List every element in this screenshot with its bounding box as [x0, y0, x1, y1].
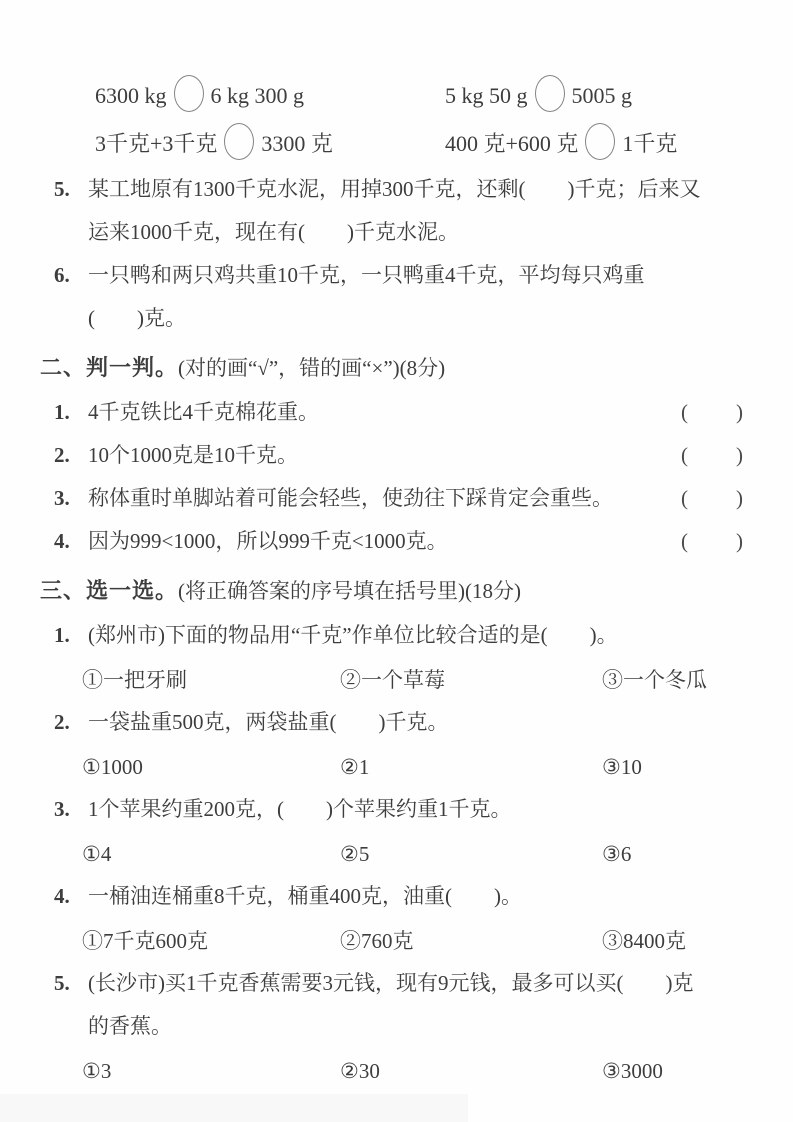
comparison-item	[445, 120, 677, 168]
option: ③10	[602, 755, 642, 779]
option: ③一个冬瓜	[602, 668, 707, 692]
option: ②一个草莓	[340, 668, 445, 692]
question-number: 5.	[54, 177, 70, 201]
comparison-item	[95, 120, 445, 168]
comparison-item	[95, 72, 445, 120]
comparison-left-value: 400 克+600 克	[445, 131, 579, 156]
option: ①1000	[82, 755, 143, 779]
choice-options-5	[0, 1051, 793, 1092]
question-text: 一袋盐重500克，两袋盐重( )千克。	[88, 710, 449, 734]
question-text: 因为999<1000，所以999千克<1000克。	[88, 529, 448, 553]
comparison-right-value: 6 kg 300 g	[210, 83, 304, 108]
section-judge-header	[0, 345, 793, 391]
comparison-left-value: 6300 kg	[95, 83, 167, 108]
comparison-row	[0, 72, 793, 120]
option: ③8400克	[602, 929, 686, 953]
question-number: 2.	[54, 443, 70, 467]
comparison-circle	[585, 123, 615, 160]
option: ①7千克600克	[82, 929, 208, 953]
option: ①3	[82, 1059, 112, 1083]
choice-options-3	[0, 834, 793, 875]
question-number: 3.	[54, 486, 70, 510]
question-text: 一只鸭和两只鸡共重10千克，一只鸭重4千克，平均每只鸡重	[88, 263, 645, 287]
question-number: 6.	[54, 263, 70, 287]
question-text: 1个苹果约重200克，( )个苹果约重1千克。	[88, 797, 512, 821]
comparison-right-value: 5005 g	[571, 83, 632, 108]
section-title: 三、选一选。	[40, 578, 179, 603]
question-text: (长沙市)买1千克香蕉需要3元钱，现有9元钱，最多可以买( )克	[88, 971, 694, 995]
comparison-right-value: 1千克	[622, 131, 678, 156]
answer-bracket: ( )	[681, 529, 745, 553]
comparison-circle	[535, 75, 565, 112]
choice-item-2	[0, 701, 793, 744]
scan-artifact-band	[0, 1094, 468, 1122]
fill-question-6-line2: ( )克。	[88, 306, 186, 330]
comparison-circle	[224, 123, 254, 160]
judge-item-3	[0, 477, 793, 520]
question-number: 3.	[54, 797, 70, 821]
question-text: 称体重时单脚站着可能会轻些，使劲往下踩肯定会重些。	[88, 486, 613, 510]
question-number: 1.	[54, 400, 70, 424]
judge-item-1	[0, 391, 793, 434]
choice-options-1	[0, 660, 793, 701]
choice-item-3	[0, 788, 793, 831]
fill-question-5-line2: 运来1000千克，现在有( )千克水泥。	[88, 220, 459, 244]
fill-question-6	[0, 254, 793, 297]
question-number: 1.	[54, 623, 70, 647]
option: ②30	[340, 1059, 380, 1083]
question-number: 4.	[54, 884, 70, 908]
comparison-left-value: 5 kg 50 g	[445, 83, 528, 108]
question-text: 10个1000克是10千克。	[88, 443, 298, 467]
question-number: 5.	[54, 971, 70, 995]
option: ②1	[340, 755, 370, 779]
answer-bracket: ( )	[681, 443, 745, 467]
section-choose-header	[0, 568, 793, 614]
judge-item-4	[0, 520, 793, 563]
choice-options-4	[0, 921, 793, 962]
choice-item-5	[0, 962, 793, 1005]
comparison-row	[0, 120, 793, 168]
judge-item-2	[0, 434, 793, 477]
comparison-circle	[174, 75, 204, 112]
answer-bracket: ( )	[681, 486, 745, 510]
question-text: 4千克铁比4千克棉花重。	[88, 400, 319, 424]
section-title: 二、判一判。	[40, 355, 179, 380]
question-number: 2.	[54, 710, 70, 734]
answer-bracket: ( )	[681, 400, 745, 424]
choice-item-5-line2: 的香蕉。	[88, 1014, 172, 1038]
fill-question-5	[0, 168, 793, 211]
option: ①4	[82, 842, 112, 866]
choice-item-1	[0, 614, 793, 657]
comparison-left-value: 3千克+3千克	[95, 131, 218, 156]
question-text: 一桶油连桶重8千克，桶重400克，油重( )。	[88, 884, 522, 908]
option: ①一把牙刷	[82, 668, 187, 692]
section-subtitle: (对的画“√”，错的画“×”)(8分)	[178, 356, 446, 380]
option: ③3000	[602, 1059, 663, 1083]
option: ③6	[602, 842, 632, 866]
question-text: 某工地原有1300千克水泥，用掉300千克，还剩( )千克；后来又	[88, 177, 701, 201]
comparison-right-value: 3300 克	[261, 131, 333, 156]
section-subtitle: (将正确答案的序号填在括号里)(18分)	[178, 579, 521, 603]
choice-item-4	[0, 875, 793, 918]
question-text: (郑州市)下面的物品用“千克”作单位比较合适的是( )。	[88, 623, 618, 647]
option: ②760克	[340, 929, 414, 953]
option: ②5	[340, 842, 370, 866]
question-number: 4.	[54, 529, 70, 553]
comparison-item	[445, 72, 632, 120]
choice-options-2	[0, 747, 793, 788]
